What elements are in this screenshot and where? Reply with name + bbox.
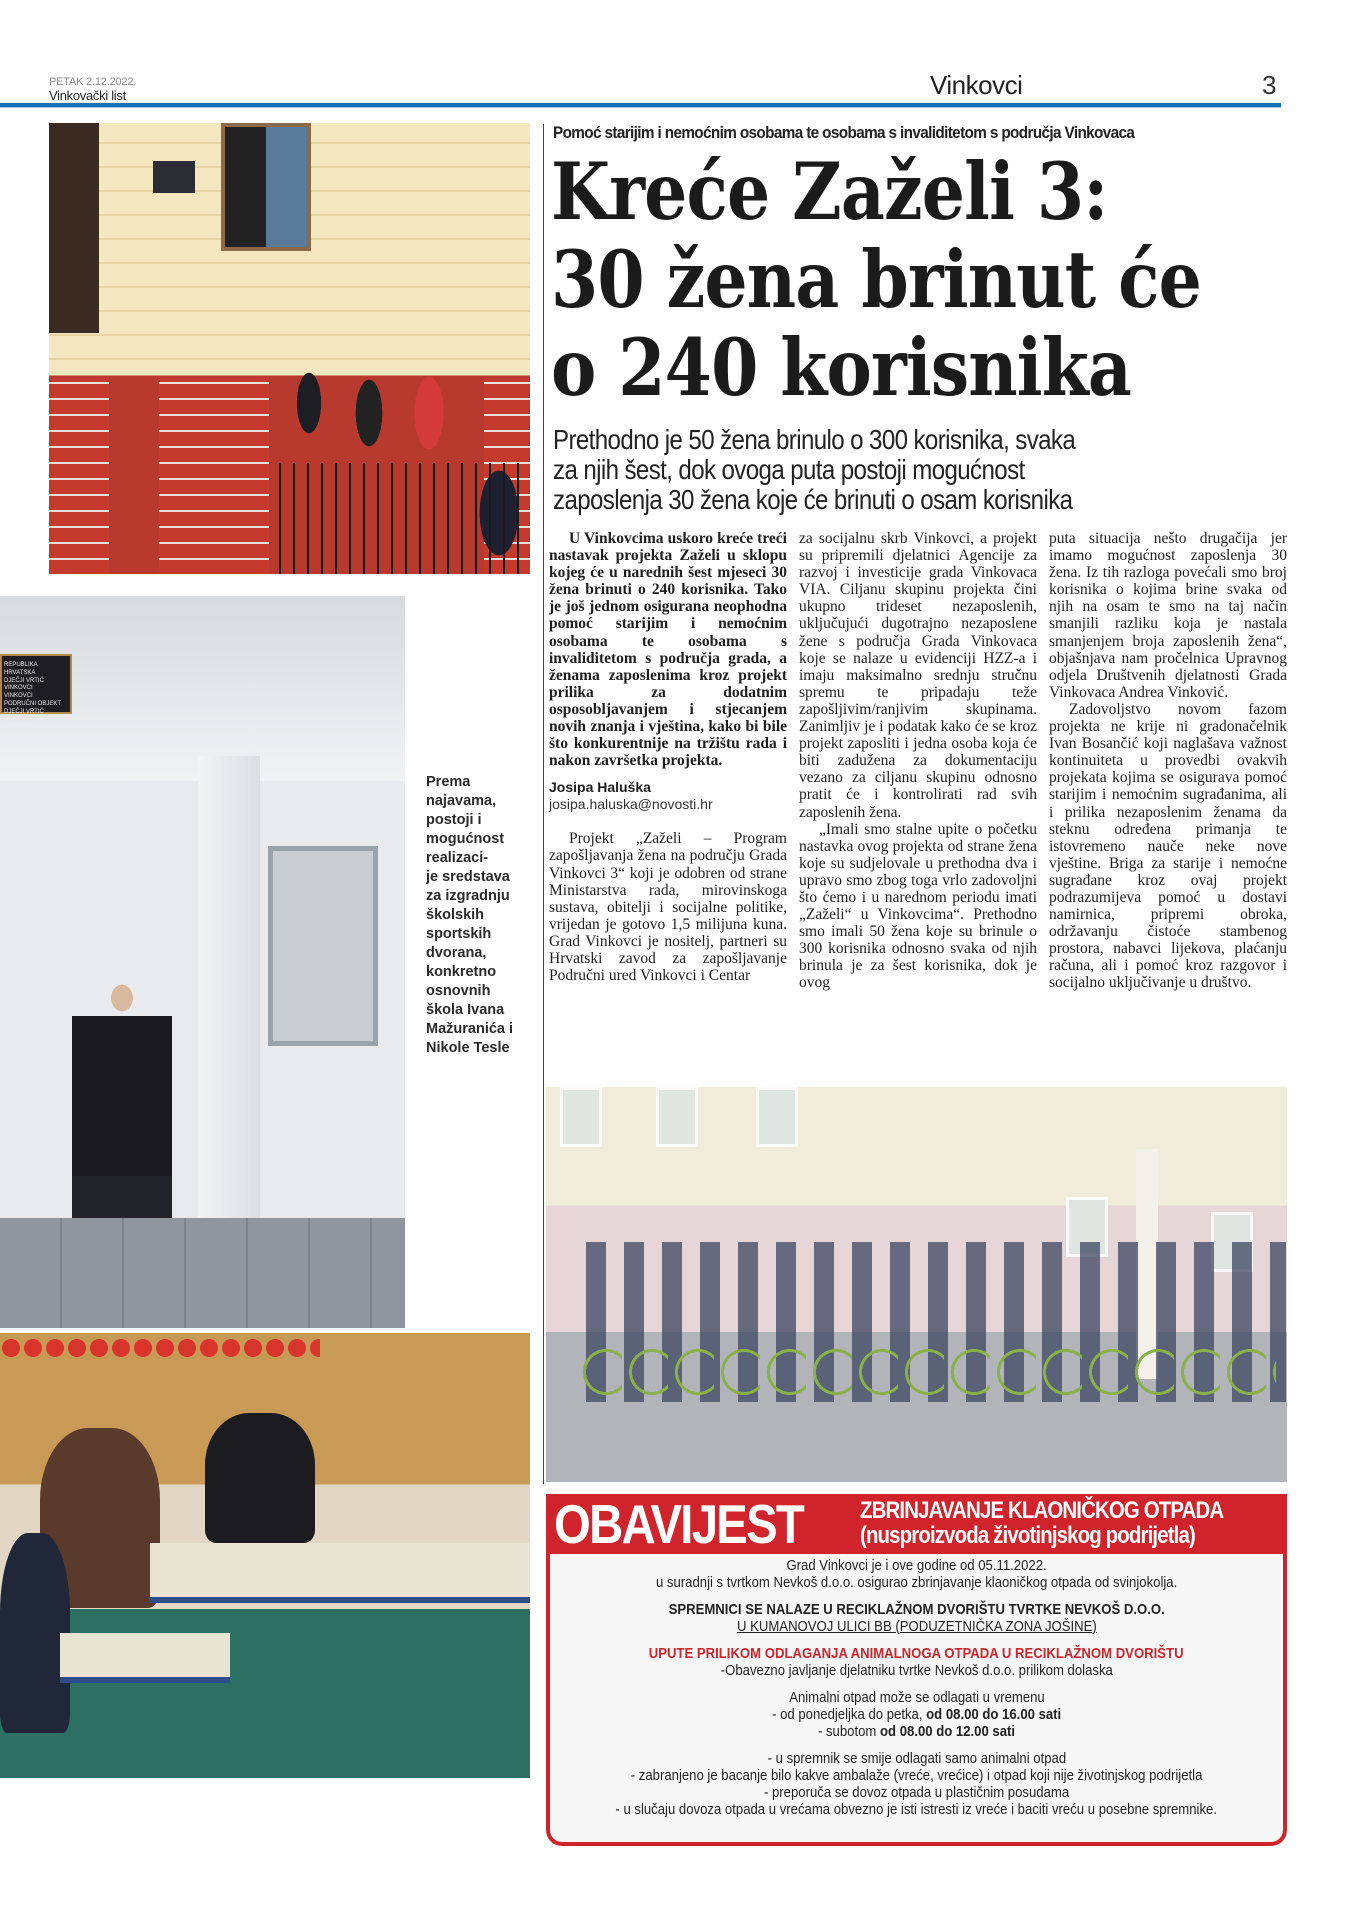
notice-hours-saturday xyxy=(818,1724,1015,1741)
photo-caption xyxy=(426,773,538,1058)
iron-gate xyxy=(279,463,529,574)
entrance-column xyxy=(198,756,260,1236)
notice-subtitle-line: (nusproizvoda životinjskog podrijetla) xyxy=(860,1522,1195,1549)
sign-line: DJEČJI VRTIĆ VINKOVCI xyxy=(4,677,44,692)
article-column-2 xyxy=(799,530,1037,992)
notice-hours-weekday xyxy=(772,1707,1061,1724)
newspaper-name: Vinkovački list xyxy=(49,88,126,103)
hours-label: - subotom xyxy=(817,1724,880,1740)
article-lead: U Vinkovcima uskoro kreće treći nastavak projekta Zaželi u sklopu kojeg će u narednih šest mjeseci 30 žena brinuti o 240 korisnika. Tako je još jednom osigurana neophodna pomoć starijim i nemoćnim osobama te osobama s invaliditetom s područja grada, a ženama zaposlenima kroz projekt prilika za dodatnim osposobljavanjem i stjecanjem novih znanja i vještina, kako bi bile što konkurentnije na tržištu rada i nakon završetka projekta. xyxy=(549,530,787,770)
section-title: Vinkovci xyxy=(930,70,1023,100)
byline xyxy=(549,779,787,813)
subhead-line: zaposlenja 30 žena koje će brinuti o osam korisnika xyxy=(553,484,1073,515)
subhead-line: za njih šest, dok ovoga puta postoji mogućnost xyxy=(553,454,1025,485)
desk xyxy=(60,1633,230,1683)
building-window xyxy=(756,1087,798,1147)
notice-instructions-title: UPUTE PRILIKOM ODLAGANJA ANIMALNOGA OTPADA U RECIKLAŽNOM DVORIŠTU xyxy=(649,1646,1184,1662)
headline-line: 30 žena brinut će xyxy=(551,233,1201,326)
notice-location: SPREMNICI SE NALAZE U RECIKLAŽNOM DVORIŠTU TVRTKE NEVKOŠ D.O.O. xyxy=(668,1602,1165,1618)
issue-date: PETAK 2.12.2022. xyxy=(49,76,137,88)
paragraph: puta situacija nešto drugačija jer imamo mogućnost zaposlenja 30 žena. Iz tih razloga povećali smo broj korisnika o kojima brine svaka od njih na osam te smo na taj način smanjili razliku koja je nastala smanjenjem broja zaposlenih žena“, objašnjava nam pročelnica Upravnog odjela Društvenih djelatnosti Grada Vinkovaca Andrea Vinković. xyxy=(1049,530,1287,701)
paragraph: Projekt „Zaželi – Program zapošljavanja žena na području Grada Vinkovci 3“ koji je odobren od strane Ministarstva rada, mirovinskoga sustava, obitelji i socijalne politike, vrijedan je gotovo 1,5 milijuna kuna. Grad Vinkovci je nositelj, partneri su Hrvatski zavod za zapošljavanje Područni ured Vinkovci i Centar xyxy=(549,830,787,985)
notice-subtitle xyxy=(860,1498,1223,1548)
wall-garland xyxy=(0,1337,320,1359)
notice-intro: Grad Vinkovci je i ove godine od 05.11.2022. xyxy=(786,1558,1047,1574)
notice-address: U KUMANOVOJ ULICI BB (PODUZETNIČKA ZONA JOŠINE) xyxy=(736,1619,1097,1635)
author-email[interactable]: josipa.haluska@novosti.hr xyxy=(549,796,713,813)
sign-line: REPUBLIKA HRVATSKA xyxy=(4,662,38,676)
notice-instruction: -Obavezno javljanje djelatniku tvrtke Nevkoš d.o.o. prilikom dolaska xyxy=(720,1663,1113,1679)
kindergarten-sign xyxy=(0,654,72,723)
paragraph: za socijalnu skrb Vinkovci, a projekt su pripremili djelatnici Agencije za razvoj i investicije grada Vinkovaca VIA. Ciljanu skupinu projekta čini ukupno trideset nezaposlenih, uključujući dugotrajno nezaposlene žene s područja Grada Vinkovaca koje se nalaze u evidenciji HZZ-a i imaju maksimalno srednju stručnu spremu te pripadaju teže zapošljivim/ranjivim skupinama. Zanimljiv je i podatak kako će se kroz projekt zaposliti i jedna osoba koja će biti zadužena za dokumentaciju vezano za ciljanu skupinu odnosno pratit će i kontrolirati rad svih zaposlenih žena. xyxy=(799,530,1037,821)
hours-label: - od ponedjeljka do petka, xyxy=(771,1707,927,1723)
photo-women-bicycles xyxy=(546,1087,1287,1482)
photo-school-students xyxy=(49,123,530,574)
sign-line: VINKOVCI xyxy=(4,693,33,700)
spacer xyxy=(549,813,787,830)
caption-line: dvorana, xyxy=(426,945,487,961)
notice-intro: u suradnji s tvrtkom Nevkoš d.o.o. osigurao zbrinjavanje klaoničkog otpada od svinjokolja. xyxy=(655,1575,1178,1591)
brick-pillar xyxy=(159,378,269,574)
article-kicker: Pomoć starijim i nemoćnim osobama te osobama s invaliditetom s područja Vinkovaca xyxy=(553,123,1135,142)
caption-line: škola Ivana xyxy=(426,1002,505,1018)
caption-line: osnovnih xyxy=(426,983,491,999)
paragraph: Zadovoljstvo novom fazom projekta ne krije ni gradonačelnik Ivan Bosančić koji naglašava važnost kontinuiteta u provedbi ovakvih projekata kojima se osigurava pomoć starijim i nemoćnim sugrađanima, ali i prilika nezaposlenim ženama da steknu određena primanja te istovremeno nauče neke nove vještine. Briga za starije i nemoćne sugrađane kroz ovaj projekt podrazumijeva pomoć u dostavi namirnica, pripremi obroka, održavanju čistoće stambenog prostora, nabavci lijekova, plaćanju računa, ali i pomoć kroz razgovor i socijalno uključivanje u društvo. xyxy=(1049,700,1287,992)
brick-wall xyxy=(49,378,109,574)
caption-line: Nikole Tesle xyxy=(426,1040,510,1056)
headline-line: o 240 korisnika xyxy=(551,321,1132,414)
notice-hours-title: Animalni otpad može se odlagati u vremenu xyxy=(788,1690,1045,1706)
building-window xyxy=(560,1087,602,1147)
woman-figure xyxy=(72,976,172,1226)
author-name: Josipa Haluška xyxy=(549,779,651,796)
school-door xyxy=(49,123,99,333)
masthead-rule-thin xyxy=(0,107,1281,108)
article-column-3 xyxy=(1049,530,1287,992)
building-window xyxy=(656,1087,698,1147)
article-column-1 xyxy=(549,530,787,984)
caption-line: Mažuranića i xyxy=(426,1021,514,1037)
photo-kindergarten-entrance xyxy=(0,596,405,1328)
notice-box xyxy=(546,1494,1287,1846)
article-subheadline xyxy=(553,425,1207,515)
notice-title: OBAVIJEST xyxy=(554,1493,804,1555)
student-boy xyxy=(205,1413,315,1543)
hours-value: od 08.00 do 12.00 sati xyxy=(879,1724,1016,1740)
school-plaque xyxy=(153,161,195,193)
caption-line: realizaci- xyxy=(426,850,489,866)
notice-body xyxy=(550,1558,1283,1819)
caption-line: najavama, xyxy=(426,793,497,809)
photo-classroom xyxy=(0,1333,530,1778)
caption-line: Prema xyxy=(426,774,471,790)
notice-rule: - u slučaju dovoza otpada u vrećama obvezno je isti istresti iz vreće i baciti vreću u posebne spremnike. xyxy=(615,1802,1218,1818)
caption-line: sportskih xyxy=(426,926,492,942)
caption-line: postoji i xyxy=(426,812,482,828)
subhead-line: Prethodno je 50 žena brinulo o 300 korisnika, svaka xyxy=(553,424,1076,455)
glass-door xyxy=(268,846,378,1046)
caption-line: za izgradnju xyxy=(426,888,510,904)
page-number: 3 xyxy=(1262,70,1277,100)
bicycles-row xyxy=(576,1312,1276,1422)
article-headline xyxy=(551,145,1205,414)
sign-line: DJEČJI VRTIĆ »STRIBOR« xyxy=(4,708,44,723)
notice-rule: - zabranjeno je bacanje bilo kakve ambalaže (vreće, vrećice) i otpad koji nije životinjskog podrijetla xyxy=(630,1768,1203,1784)
notice-header xyxy=(546,1494,1287,1554)
notice-subtitle-line: ZBRINJAVANJE KLAONIČKOG OTPADA xyxy=(860,1497,1224,1524)
headline-line: Kreće Zaželi 3: xyxy=(551,145,1108,238)
hours-value: od 08.00 do 16.00 sati xyxy=(926,1707,1062,1723)
tiled-floor xyxy=(0,1218,405,1328)
caption-line: školskih xyxy=(426,907,485,923)
school-window xyxy=(221,123,311,251)
sign-line: PODRUČNI OBJEKT xyxy=(4,700,62,707)
column-divider xyxy=(543,124,544,1484)
caption-line: mogućnost xyxy=(426,831,505,847)
paragraph: „Imali smo stalne upite o početku nastavka ovog projekta od strane žena koje su sudjelovale u prethodna dva i upravo smo zbog toga vrlo zadovoljni što ćemo i u narednom periodu imati „Zaželi“ u Vinkovcima“. Prethodno smo imali 50 žena koje su brinule o 300 korisnika odnosno svaka od njih brinula je za šest korisnika, dok je ovog xyxy=(799,820,1037,992)
caption-line: konkretno xyxy=(426,964,497,980)
notice-rule: - u spremnik se smije odlagati samo animalni otpad xyxy=(767,1751,1066,1767)
notice-rule: - preporuča se dovoz otpada u plastičnim posudama xyxy=(763,1785,1070,1801)
desk xyxy=(150,1543,530,1603)
caption-line: je sredstava xyxy=(426,869,510,885)
